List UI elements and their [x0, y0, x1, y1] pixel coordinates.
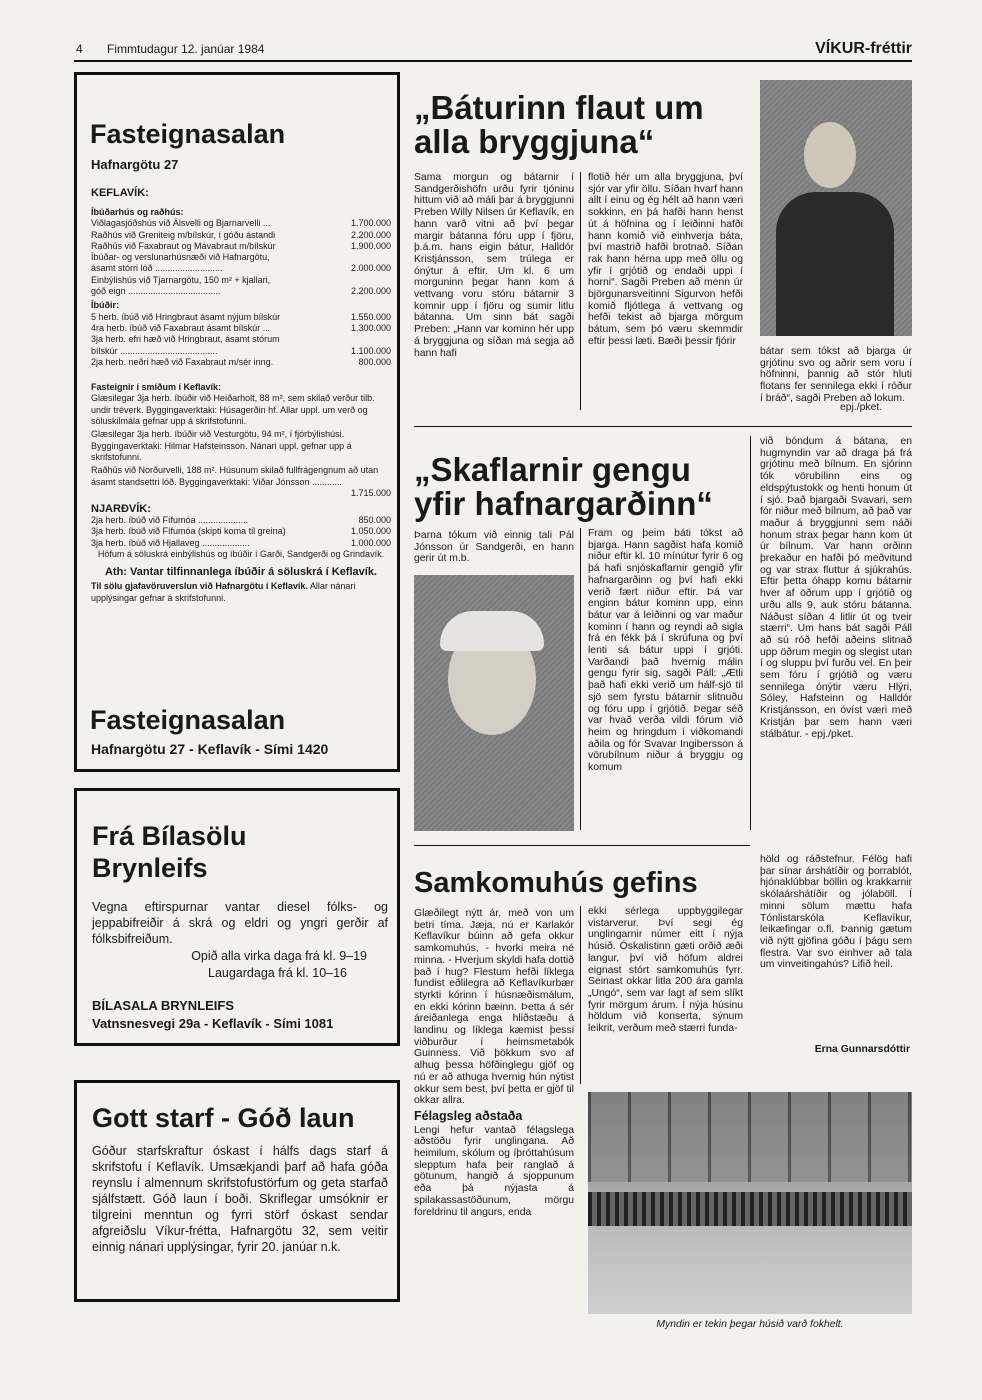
ad2-title1: Frá Bílasölu	[92, 821, 247, 851]
listing-price: 800.000	[358, 356, 391, 367]
column-rule	[580, 528, 581, 830]
listing-text: 4ra herb. íbúð við Faxabraut ásamt bílskúr ...	[91, 322, 271, 333]
story2-headline-line2: yfir hafnargarðinn“	[414, 485, 713, 522]
listing-row	[91, 218, 391, 229]
community-hall-photo	[588, 1092, 912, 1314]
listing-price: 2.000.000	[350, 263, 391, 274]
listing-price: 1.300.000	[350, 322, 391, 333]
ad2-title2: Brynleifs	[92, 853, 208, 883]
masthead-rule	[74, 60, 912, 62]
ad1-sec1: Íbúðarhús og raðhús:	[91, 207, 184, 217]
listing-text: 3ja herb. íbúð við Hjallaveg ...................	[91, 537, 250, 548]
story2-intro: Þarna tókum við einnig tali Pál Jónsson úr Sandgerði, en hann gerir út m.b.	[414, 530, 574, 565]
listing-row	[91, 263, 391, 274]
ad1-footer-title: Fasteignasalan	[90, 705, 286, 735]
listing-row	[91, 346, 391, 357]
ad2-hours2: Laugardaga frá kl. 10–16	[208, 966, 347, 980]
listing-price: 2.200.000	[350, 229, 391, 240]
ad1-sec2: Íbúðir:	[91, 300, 119, 311]
listing-text: 3ja herb. íbúð við Fífumóa (skipti koma til greina)	[91, 526, 286, 537]
listing-text: Raðhús við Faxabraut og Mávabraut m/bílskúr	[91, 240, 276, 251]
listing-text: Íbúðar- og verslunarhúsnæði við Hafnargötu,	[91, 252, 270, 263]
ad1-njardvik: NJARÐVÍK:	[91, 503, 151, 516]
job-ad	[74, 1080, 400, 1302]
ad1-p1: Glæsilegar 3ja herb. íbúðir við Heiðarholt, 88 m², sem skilað verður tilb. undir tréverk. Byggingaverktaki: Húsagerðin hf. Allar uppl. um verð og söluskilmála gefnar upp á skrifstofunni.	[91, 393, 375, 427]
listing-text: bílskúr .......................................	[91, 345, 218, 356]
page-number: 4	[76, 42, 83, 56]
rafters-shape	[588, 1092, 912, 1182]
story1-col3: bátar sem tókst að bjarga úr grjótinu svo og aðrir sem voru í höfninni, þannig að stór hluti flotans fer sennilega ekki í róður í bráð“, sagði Preben að lokum.	[760, 346, 912, 404]
ad1-rows2	[91, 312, 391, 368]
story3-col1	[414, 908, 574, 1288]
ad2-name: BÍLASALA BRYNLEIFS	[92, 998, 235, 1013]
listing-text: 2ja herb. neðri hæð við Faxabraut m/sér inng.	[91, 356, 274, 367]
ad1-keflavik: KEFLAVÍK:	[91, 187, 149, 199]
listing-row	[91, 252, 391, 263]
listing-row	[91, 286, 391, 297]
ad1-sec3: Fasteignir í smíðum í Keflavík:	[91, 382, 222, 393]
story2-col3: við bóndum á bátana, en hugmyndin var að draga þá frá grjótinu með bílnum. En sjórinn tók vörubílinn eins og eldspýtustokk og henti honum út í sjó. Það bjargaði Svavari, sem fór niður með bílnum, að það var maður á bryggjunni sem náði honum strax þegar hann kom út úr bílnum. Var hann orðinn þrekaður en hafði þó meðvitund og var strax fluttur á sjúkrahús. Eftir þetta óhapp komu bátarnir hver af öðrum upp í grjótið og urðu alls 9, auk stóru bátanna. Náðust síðan 4 litlir út og tveir stærri“. Um hans bát sagði Páll að sú róð hefði aðeins slitnað upp öðrum megin og slegist utan í og sluppu því furðu vel. En þeir sem fóru í grjótið og væru sennilega ónýtir væru Hlýri, Sóley, Hafsteinn og Halldór Kristjánsson, en óvíst væri með Kristján þar sem hann væri stálbátur. - epj./pket.	[760, 436, 912, 740]
story2-col2: Fram og þeim báti tókst að bjarga. Hann sagðist hafa komið niður eftir kl. 10 mínútur fyrir 6 og þá hafi snjóskaflarnir gengið yfir hafnargarðinn og því hafi ekki verið fært niður eftir. Þá var enginn bátur kominn upp, einn bátur var á leiðinni og var maður kominn í hann og reyndi að sigla frá en fékk þá í skrúfuna og því lenti sá bátur uppi í grjóti. Varðandi það hvernig málin gengu fyrir sig, sagði Páll: „Ætli það hafi ekki verið um hálf-sjö til sjö sem fyrstu bátarnir slitnuðu og fóru upp í grjótið. Þegar séð var hvað verða vildi fórum við heim og hringdum í viðkomandi aðila og fór Svavar Ingibersson á vörubílnum niður á bryggju og komum	[588, 528, 743, 774]
listing-text: Raðhús við Greniteig m/bílskúr, í góðu ástandi	[91, 229, 276, 240]
listing-price: 1.700.000	[350, 218, 391, 229]
story1-col2: flotið hér um alla bryggjuna, því sjór var yfir öllu. Síðan hvarf hann allt í einu og ég hélt að hann væri sokkinn, en þá hafði hann henst út á höfnina og í leiðinni hafði hann komið við einhverja báta, því mastrið hafði brotnað. Síðan rak hann hérna upp með öllu og yfir í grjótið og endaði uppi í horni“. Sagði Preben að menn úr björgunarsveitinni Sigurvon hefði komið fljótlega á vettvang og hefði tekist að bjarga mörgum bátum, sem þó væru skemmdir eftir þessi læti. Bæði þessir fjórir	[588, 172, 743, 347]
listing-text: 5 herb. íbúð við Hringbraut ásamt nýjum bílskúr	[91, 311, 281, 322]
ad2-address: Vatnsnesvegi 29a - Keflavík - Sími 1081	[92, 1016, 334, 1031]
story1-headline-line2: alla bryggjuna“	[414, 123, 655, 160]
story2-headline-line1: „Skaflarnir gengu	[414, 451, 691, 488]
story-divider	[414, 426, 912, 427]
listing-row	[91, 323, 391, 334]
ad1-p4: Höfum á söluskrá einbýlishús og íbúðir í Garði, Sandgerði og Grindavík.	[97, 549, 385, 560]
listing-price: 1.100.000	[350, 345, 391, 356]
ad1-rows3	[91, 515, 391, 549]
ad1-rows1	[91, 218, 391, 297]
jacket-shape	[776, 192, 894, 336]
listing-text: 3ja herb. efri hæð við Hringbraut, ásamt stórum	[91, 334, 280, 345]
story1-headline-line1: „Báturinn flaut um	[414, 89, 704, 126]
listing-price	[347, 275, 391, 286]
listing-text: Einbýlishús við Tjarnargötu, 150 m² + kjallari,	[91, 274, 271, 285]
listing-price: 2.200.000	[350, 286, 391, 297]
listing-row	[91, 241, 391, 252]
listing-row	[91, 526, 391, 537]
story3-col2: ekki sérlega uppbyggilegar vistarverur. Því segi ég unglingarnir númer eitt í nýja húsið. Óskalistinn gæti orðið æði langur, því við höfum aldrei eignast stórt samkomuhús fyrr. Seinast okkar litla 200 ára gamla „Ungó“, sem var lagt af sem slíkt fyrir mörgum árum. Í nýja húsinu höldum við konserta, sýnum leikrit, verðum með stærri funda-	[588, 906, 743, 1035]
story-divider	[414, 845, 750, 846]
ad1-address: Hafnargötu 27	[91, 157, 179, 172]
paper-name: VÍKUR-fréttir	[815, 40, 912, 57]
real-estate-ad	[74, 72, 400, 772]
face-shape	[804, 122, 856, 188]
ad1-footer-sub: Hafnargötu 27 - Keflavík - Sími 1420	[91, 741, 329, 757]
listing-text: Viðlagasjóðshús við Álsvelli og Bjarnarvelli ...	[91, 218, 271, 229]
story1-signature: epj./pket.	[840, 402, 883, 413]
ad1-p5-bold: Til sölu gjafavöruverslun við Hafnargötu í Keflavík.	[91, 581, 308, 592]
ad1-p2: Glæsilegar 3ja herb. íbúðir við Vesturgötu, 94 m², í fjórbýlishúsi. Byggingaverktaki: Hilmar Hafsteinsson. Nánari uppl. gefnar upp á skrifstofunni.	[91, 429, 352, 462]
listing-price: 1.550.000	[350, 311, 391, 322]
photo-caption: Myndin er tekin þegar húsið varð fokhelt.	[656, 1319, 844, 1330]
ad1-p3-price: 1.715.000	[350, 487, 391, 498]
column-rule	[750, 436, 751, 830]
story3-subhead: Félagsleg aðstaða	[414, 1108, 523, 1123]
ad3-title: Gott starf - Góð laun	[92, 1103, 355, 1133]
column-rule	[580, 906, 581, 1084]
preben-photo	[760, 80, 912, 336]
ad2-body: Vegna eftirspurnar vantar diesel fólks- og jeppabifreiðir á skrá og eldri og yngri gerðir af fólksbifreiðum.	[92, 900, 388, 946]
listing-text: ásamt stórri lóð ...........................	[91, 263, 223, 274]
ad2-hours1: Opið alla virka daga frá kl. 9–19	[191, 949, 367, 963]
story3-signature: Erna Gunnarsdóttir	[814, 1044, 910, 1055]
hat-shape	[440, 611, 544, 651]
listing-price	[347, 252, 391, 263]
listing-price: 1.900.000	[350, 240, 391, 251]
listing-row	[91, 515, 391, 526]
ad1-title: Fasteignasalan	[90, 119, 286, 149]
column-rule	[580, 172, 581, 410]
story1-col1: Sama morgun og bátarnir í Sandgerðishöfn urðu fyrir tjóninu hittum við að máli þar á bryggjunni Preben Willy Nilsen úr Keflavík, en hann varð vitni að því þegar margir bátanna fóru upp í fjöru, þ.á.m. hans eigin bátur, Halldór Kristjánsson, sem trúlega er ónýtur á eftir. Um kl. 6 um morguninn þegar hann kom á vettvang voru stóru bátarnir 3 komnir upp í fjöru og sumir litlu bátanna. Um sinn bát sagði Preben: „Hann var kominn hér upp á bryggjuna og síðan má segja að hann hafi	[414, 172, 574, 359]
listing-text: 2ja herb. íbúð við Fífumóa ....................	[91, 515, 249, 526]
story3-col3: höld og ráðstefnur. Félög hafi þar sínar árshátíðir og þorrablót, hjónaklúbbar böllin og krakkarnir skólaárshátíðir og jólaböll. Í minni sölum mættu hafa Tónlistarskóla Keflavíkur, leikæfingar o.fl. Þannig gætum við nýtt gjöfina góðu í þágu sem flestra. Var svo einhver að tala um vinveitingahús? Lifið heil.	[760, 854, 912, 971]
listing-row	[91, 538, 391, 549]
listing-row	[91, 357, 391, 368]
ad3-body: Góður starfskraftur óskast í hálfs dags starf á skrifstofu í Keflavík. Umsækjandi þarf að hafa góða reynslu í almennum skrifstofustörfum og geta starfað sjálfstætt. Góð laun í boði. Skriflegar umsóknir er tilgreini menntun og fyrri störf óskast sendar afgreiðslu Víkur-frétta, Hafnargötu 32, sem veitir einnig nánari upplýsingar, fyrir 20. janúar n.k.	[92, 1144, 388, 1254]
story3-headline: Samkomuhús gefins	[414, 867, 698, 899]
listing-row	[91, 312, 391, 323]
story3-col1b-text: Lengi hefur vantað félagslega aðstöðu fyrir unglingana. Að heimilum, skólum og íþróttahúsum slepptum hafa þeir ranglað á götunum, hangið á sjoppunum eða þá nýjasta á spilakassastöðunum, mörgu foreldrinu til angurs, enda	[414, 1124, 574, 1218]
car-sale-ad	[74, 788, 400, 1046]
ad1-p3: Raðhús við Norðurvelli, 188 m². Húsunum skilað fullfrágengnum að utan ásamt standsettri lóð. Byggingaverktaki: Viðar Jónsson ............	[91, 465, 379, 487]
listing-text: góð eign .....................................	[91, 286, 221, 297]
listing-price: 1.050.000	[350, 526, 391, 537]
listing-row	[91, 334, 391, 345]
ad1-ath: Ath: Vantar tilfinnanlega íbúðir á söluskrá í Keflavík.	[104, 566, 377, 579]
listing-row	[91, 230, 391, 241]
listing-price	[347, 334, 391, 345]
listing-price: 850.000	[358, 515, 391, 526]
listing-row	[91, 275, 391, 286]
issue-date: Fimmtudagur 12. janúar 1984	[107, 42, 265, 56]
story3-col1-text: Glæðilegt nýtt ár, með von um betri tíma. Jæja, nú er Karlakór Keflavíkur búinn að gefa okkur samkomuhús, - hvorki meira né minna. - Hverjum skyldi hafa dottið það í hug? Flestum hefði líklega fundist eðlilegra að Keflavíkurbær styrkti kórinn í húsnæðismálum, en ekki kórinn bæinn. Þetta á sér áreiðanlega enga hliðstæðu á landinu og líklega kæmist þessi viðburður í heimsmetabók Guinness. Við þökkum svo af alhug þessa höfðinglegu gjöf og nú er að athuga hvernig hún nýtist okkur sem best, því þetta er gjöf til okkar allra.	[414, 908, 574, 1107]
crowd-shape	[588, 1192, 912, 1226]
ad1-p5: Allar nánari upplýsingar gefnar á skrifstofunni.	[91, 581, 356, 603]
listing-price: 1.000.000	[350, 537, 391, 548]
pall-photo	[414, 575, 574, 831]
